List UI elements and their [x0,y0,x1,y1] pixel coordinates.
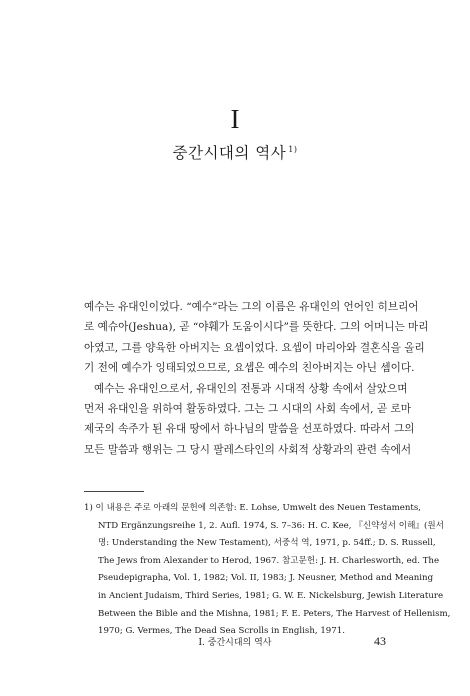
running-head: I. 중간시대의 역사 [198,638,272,648]
footnote-line: NTD Ergänzungsreihe 1, 2. Aufl. 1974, S. 7–36: H. C. Kee, 『신약성서 이해』(원서 [98,520,444,531]
chapter-title [0,140,470,163]
footnote-line: in Ancient Judaism, Third Series, 1981; G. W. E. Nickelsburg, Jewish Literature [98,590,444,601]
body-line: 로 예슈아(Jeshua), 곧 “야훼가 도움이시다”를 뜻한다. 그의 어머니는 마리 [84,321,429,334]
body-line: 제국의 속주가 된 유대 땅에서 하나님의 말씀을 선포하였다. 따라서 그의 [84,423,415,436]
footnote-divider [84,491,144,492]
footnote-line: 1) 이 내용은 주로 아래의 문헌에 의존함: E. Lohse, Umwelt des Neuen Testaments, [84,503,421,513]
footnote-line: 명: Understanding the New Testament), 서중석 역, 1971, p. 54ff.; D. S. Russell, [98,538,436,549]
body-line: 예수는 유대인이었다. “예수”라는 그의 이름은 유대인의 언어인 히브리어 [84,301,419,313]
chapter-title-text: 중간시대의 역사 [172,144,287,162]
body-line: 기 전에 예수가 잉태되었으므로, 요셉은 예수의 친아버지는 아닌 셈이다. [84,362,415,375]
footnote-line: 1970; G. Vermes, The Dead Sea Scrolls in English, 1971. [98,626,345,637]
body-text [84,297,429,460]
body-line: 먼저 유대인을 위하여 활동하였다. 그는 그 시대의 사회 속에서, 곧 로마 [84,403,411,416]
footnote-reference[interactable]: 1) [288,145,298,154]
paragraph [84,297,429,379]
body-line: 모든 말씀과 행위는 그 당시 팔레스타인의 사회적 상황과의 관련 속에서 [84,443,412,456]
footnote [84,500,451,641]
footnote-line: The Jews from Alexander to Herod, 1967. 참고문헌: J. H. Charlesworth, ed. The [98,555,440,566]
chapter-numeral: I [230,104,240,134]
footnote-line: Pseudepigrapha, Vol. 1, 1982; Vol. II, 1983; J. Neusner, Method and Meaning [98,573,434,584]
paragraph [84,379,415,461]
body-line: 예수는 유대인으로서, 유대인의 전통과 시대적 상황 속에서 살았으며 [94,382,408,395]
page-number: 43 [374,634,386,648]
body-line: 아였고, 그를 양육한 아버지는 요셉이었다. 요셉이 마리아와 결혼식을 올리 [84,341,425,354]
footnote-line: Between the Bible and the Mishna, 1981; F. E. Peters, The Harvest of Hellenism, [98,608,451,619]
